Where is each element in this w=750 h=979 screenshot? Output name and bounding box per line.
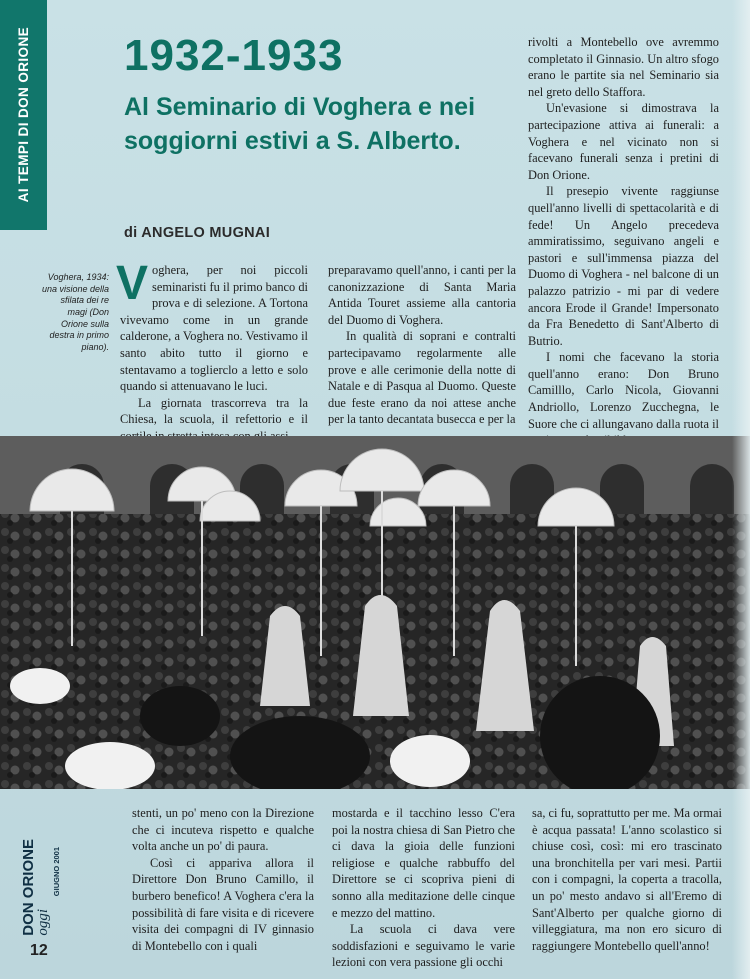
magazine-issue-date: GIUGNO 2001 bbox=[52, 846, 61, 896]
section-tab-label: AI TEMPI DI DON ORIONE bbox=[16, 27, 31, 203]
article-year: 1932-1933 bbox=[124, 31, 344, 80]
article-byline: di ANGELO MUGNAI bbox=[124, 225, 271, 241]
text-column-2 bbox=[328, 262, 516, 428]
photo-caption: Voghera, 1934: una visione della sfilata dei re magi (Don Orione sulla destra in primo piano). bbox=[41, 272, 109, 353]
paragraph: mostarda e il tacchino lesso C'era poi la nostra chiesa di San Pietro che ci dava la gioia delle funzioni religiose e qualche rabbuffo del Direttore se ci scopriva pieni di sonno alla meditazione delle cinque e mezzo del mattino. bbox=[332, 806, 515, 920]
procession-photo-illustration bbox=[0, 436, 750, 789]
paragraph: stenti, un po' meno con la Direzione che ci incuteva rispetto e qualche volta anche un po' di paura. bbox=[132, 806, 314, 854]
text-column-6 bbox=[532, 805, 722, 954]
paragraph: Così ci appariva allora il Direttore Don Bruno Camillo, il burbero benefico! A Voghera c'era la possibilità di fare visita e di ricevere visita dei compagni di IV ginnasio di Montebello con i quali bbox=[132, 855, 314, 953]
paragraph bbox=[116, 257, 308, 395]
page-edge-shadow bbox=[732, 0, 750, 979]
paragraph: Il presepio vivente raggiunse quell'anno livelli di spettacolarità e di fede! Un Angelo precedeva ammiratissimo, seguivano angeli e pastori e sull'immensa piazza del Duomo di Voghera - nel balcone di un palazzo patrizio - mi par di vedere ancora Erode il Grande! Impersonato da Fra Benedetto di Sant'Alberto di Butrio. bbox=[528, 184, 719, 348]
drop-cap: V bbox=[116, 257, 149, 310]
paragraph: sa, ci fu, soprattutto per me. Ma ormai è acqua passata! L'anno scolastico si chiuse così, così: mi ero trascinato una bronchitella per vari mesi. Partii con i compagni, la coperta a tracolla, un po' mesto andavo si all'Eremo di Sant'Alberto per qualche giorno di villeggiatura, ma non ero sicuro di raggiungere Montebello quell'anno! bbox=[532, 806, 722, 953]
page-number: 12 bbox=[30, 942, 48, 959]
text-column-4 bbox=[132, 805, 314, 954]
magazine-logo bbox=[20, 826, 61, 936]
paragraph: preparavamo quell'anno, i canti per la canonizzazione di Santa Maria Antida Touret assieme alla cantoria del Duomo di Voghera. bbox=[328, 263, 516, 327]
paragraph: In qualità di soprani e contralti partecipavamo regolarmente alle prove e alle cerimonie della notte di Natale e di Pasqua al Duomo. Queste due feste erano da noi attese anche per la tanto decantata busecca e per la bbox=[328, 329, 516, 427]
paragraph: I nomi che facevano la storia quell'anno erano: Don Bruno Camilllo, Carlo Nicola, Giovanni Andriollo, Lorenzo Zucchegna, le Suore che ci allungavano dalla ruota il bbox=[528, 350, 719, 431]
magazine-subtitle: oggi bbox=[35, 909, 51, 936]
section-tab bbox=[0, 0, 47, 230]
paragraph: Un'evasione si dimostrava la partecipazione attiva ai funerali: a Voghera e nel vicinato non si facevano funerali senza i pretini di Don Orione. bbox=[528, 101, 719, 182]
magazine-name: DON ORIONE bbox=[20, 839, 37, 936]
text-column-3 bbox=[528, 34, 719, 465]
historic-photo bbox=[0, 436, 750, 789]
paragraph: rivolti a Montebello ove avremmo completato il Ginnasio. Un altro sfogo erano le partite sia nel Seminario sia nel greto dello Staffora. bbox=[528, 35, 719, 99]
paragraph-text: oghera, per noi piccoli seminaristi fu il primo banco di prova e di selezione. A Tortona vivevamo come in un grande calderone, a Voghera no. Vestivamo il santo abito tutto il giorno e stentavamo a toglierclo a letto e solo quando si attenuavano le luci. bbox=[120, 263, 308, 394]
article-headline: Al Seminario di Voghera e nei soggiorni estivi a S. Alberto. bbox=[124, 93, 476, 156]
text-column-5 bbox=[332, 805, 515, 971]
paragraph: La scuola ci dava vere soddisfazioni e seguivamo le varie lezioni con vera passione gli occhi bbox=[332, 922, 515, 970]
text-column-1 bbox=[116, 257, 308, 445]
paragraph: La giornata trascorreva tra la Chiesa, la scuola, il refettorio e il bbox=[120, 395, 308, 427]
